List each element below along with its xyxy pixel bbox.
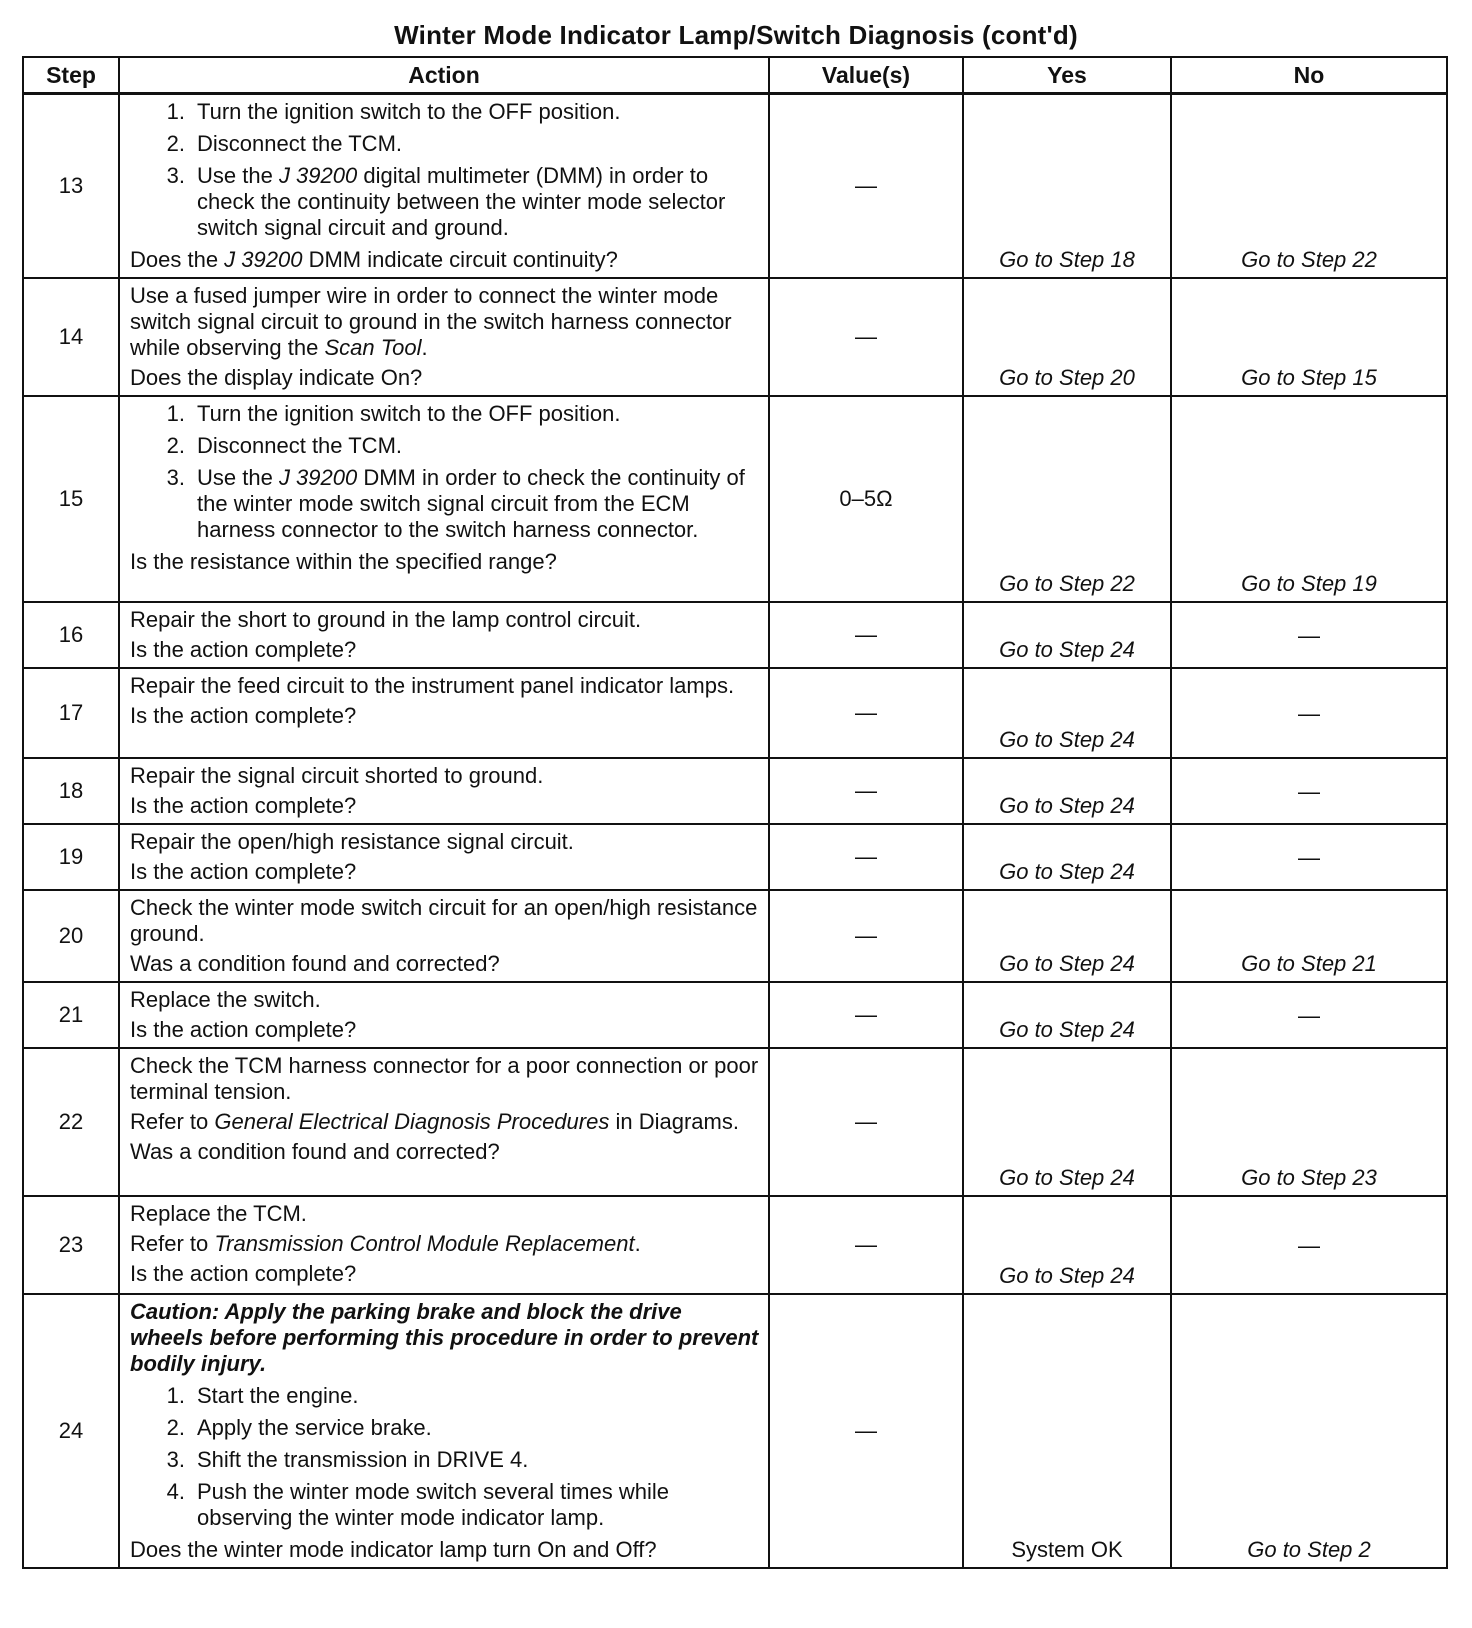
action-cell <box>119 1294 769 1568</box>
action-question: Is the action complete? <box>130 703 357 728</box>
value-cell: — <box>769 668 963 758</box>
yes-cell: Go to Step 24 <box>963 824 1171 890</box>
table-row <box>23 1294 1447 1568</box>
step-number: 24 <box>23 1294 119 1568</box>
action-question: Is the resistance within the specified range? <box>130 549 557 574</box>
action-paragraph: Check the TCM harness connector for a poor connection or poor terminal tension. <box>130 1053 759 1104</box>
step-number: 22 <box>23 1048 119 1196</box>
action-list <box>130 1383 760 1531</box>
list-item: 1. Turn the ignition switch to the OFF position. <box>166 99 621 124</box>
value-cell: 0–5Ω <box>769 396 963 602</box>
header-yes: Yes <box>963 57 1171 94</box>
step-number: 13 <box>23 94 119 279</box>
table-row <box>23 396 1447 602</box>
action-reference: Refer to General Electrical Diagnosis Procedures in Diagrams. <box>130 1109 739 1134</box>
no-cell: Go to Step 21 <box>1171 890 1447 982</box>
yes-cell: Go to Step 24 <box>963 982 1171 1048</box>
action-cell <box>119 94 769 279</box>
list-item: 1. Start the engine. <box>166 1383 359 1408</box>
action-paragraph: Use a fused jumper wire in order to connect the winter mode switch signal circuit to ground in the switch harness connector while observing the Scan Tool. <box>130 283 732 360</box>
header-action: Action <box>119 57 769 94</box>
table-row <box>23 278 1447 396</box>
action-paragraph: Replace the switch. <box>130 987 321 1012</box>
action-paragraph: Repair the feed circuit to the instrument panel indicator lamps. <box>130 673 735 698</box>
action-cell <box>119 824 769 890</box>
yes-cell: System OK <box>963 1294 1171 1568</box>
step-number: 20 <box>23 890 119 982</box>
table-row <box>23 1048 1447 1196</box>
action-question: Is the action complete? <box>130 793 357 818</box>
action-question: Is the action complete? <box>130 1261 357 1286</box>
action-paragraph: Replace the TCM. <box>130 1201 307 1226</box>
action-paragraph: Repair the open/high resistance signal circuit. <box>130 829 574 854</box>
step-number: 18 <box>23 758 119 824</box>
step-number: 17 <box>23 668 119 758</box>
step-number: 23 <box>23 1196 119 1294</box>
action-reference: Refer to Transmission Control Module Replacement. <box>130 1231 641 1256</box>
value-cell: — <box>769 758 963 824</box>
no-cell: Go to Step 15 <box>1171 278 1447 396</box>
action-cell <box>119 278 769 396</box>
yes-cell: Go to Step 24 <box>963 1196 1171 1294</box>
no-cell: — <box>1171 668 1447 758</box>
action-question: Does the J 39200 DMM indicate circuit continuity? <box>130 247 618 272</box>
action-cell <box>119 1196 769 1294</box>
table-row <box>23 758 1447 824</box>
action-question: Is the action complete? <box>130 859 357 884</box>
table-row <box>23 982 1447 1048</box>
list-item: 2. Apply the service brake. <box>166 1415 432 1440</box>
no-cell: — <box>1171 1196 1447 1294</box>
value-cell: — <box>769 94 963 279</box>
page-title: Winter Mode Indicator Lamp/Switch Diagnosis (cont'd) <box>394 20 1078 50</box>
table-row <box>23 94 1447 279</box>
yes-cell: Go to Step 24 <box>963 1048 1171 1196</box>
no-cell: — <box>1171 602 1447 668</box>
table-row <box>23 602 1447 668</box>
no-cell: Go to Step 2 <box>1171 1294 1447 1568</box>
header-values: Value(s) <box>769 57 963 94</box>
yes-cell: Go to Step 24 <box>963 890 1171 982</box>
action-cell <box>119 668 769 758</box>
no-cell: Go to Step 19 <box>1171 396 1447 602</box>
list-item: 2. Disconnect the TCM. <box>166 433 403 458</box>
header-no: No <box>1171 57 1447 94</box>
step-number: 15 <box>23 396 119 602</box>
no-cell: — <box>1171 758 1447 824</box>
caution-note: Caution: Apply the parking brake and block the drive wheels before performing this procedure in order to prevent bodily injury. <box>130 1299 759 1376</box>
table-header-row <box>23 57 1447 94</box>
yes-cell: Go to Step 24 <box>963 758 1171 824</box>
action-question: Does the winter mode indicator lamp turn On and Off? <box>130 1537 657 1562</box>
step-number: 21 <box>23 982 119 1048</box>
diagnosis-table <box>22 56 1448 1569</box>
header-step: Step <box>23 57 119 94</box>
action-question: Is the action complete? <box>130 637 357 662</box>
action-cell <box>119 758 769 824</box>
value-cell: — <box>769 982 963 1048</box>
list-item: 3. Use the J 39200 digital multimeter (DMM) in order to check the continuity between the winter mode selector switch signal circuit and ground. <box>166 163 726 240</box>
yes-cell: Go to Step 24 <box>963 668 1171 758</box>
list-item: 1. Turn the ignition switch to the OFF position. <box>166 401 621 426</box>
no-cell: — <box>1171 824 1447 890</box>
action-paragraph: Repair the signal circuit shorted to ground. <box>130 763 544 788</box>
yes-cell: Go to Step 22 <box>963 396 1171 602</box>
value-cell: — <box>769 278 963 396</box>
no-cell: — <box>1171 982 1447 1048</box>
list-item: 3. Use the J 39200 DMM in order to check the continuity of the winter mode switch signal circuit from the ECM harness connector to the switch harness connector. <box>166 465 745 542</box>
value-cell: — <box>769 824 963 890</box>
value-cell: — <box>769 890 963 982</box>
step-number: 16 <box>23 602 119 668</box>
step-number: 14 <box>23 278 119 396</box>
action-question: Was a condition found and corrected? <box>130 951 500 976</box>
list-item: 2. Disconnect the TCM. <box>166 131 403 156</box>
action-paragraph: Repair the short to ground in the lamp control circuit. <box>130 607 642 632</box>
step-number: 19 <box>23 824 119 890</box>
no-cell: Go to Step 23 <box>1171 1048 1447 1196</box>
action-cell <box>119 890 769 982</box>
list-item: 4. Push the winter mode switch several times while observing the winter mode indicator lamp. <box>166 1479 669 1530</box>
action-list <box>130 401 760 543</box>
list-item: 3. Shift the transmission in DRIVE 4. <box>166 1447 529 1472</box>
action-cell <box>119 1048 769 1196</box>
action-paragraph: Check the winter mode switch circuit for an open/high resistance ground. <box>130 895 758 946</box>
no-cell: Go to Step 22 <box>1171 94 1447 279</box>
action-cell <box>119 602 769 668</box>
yes-cell: Go to Step 24 <box>963 602 1171 668</box>
action-cell <box>119 396 769 602</box>
table-row <box>23 824 1447 890</box>
yes-cell: Go to Step 20 <box>963 278 1171 396</box>
table-row <box>23 890 1447 982</box>
action-question: Does the display indicate On? <box>130 365 423 390</box>
action-question: Was a condition found and corrected? <box>130 1139 500 1164</box>
action-list <box>130 99 760 241</box>
value-cell: — <box>769 1048 963 1196</box>
table-row <box>23 668 1447 758</box>
value-cell: — <box>769 602 963 668</box>
action-cell <box>119 982 769 1048</box>
value-cell: — <box>769 1294 963 1568</box>
value-cell: — <box>769 1196 963 1294</box>
table-row <box>23 1196 1447 1294</box>
yes-cell: Go to Step 18 <box>963 94 1171 279</box>
action-question: Is the action complete? <box>130 1017 357 1042</box>
